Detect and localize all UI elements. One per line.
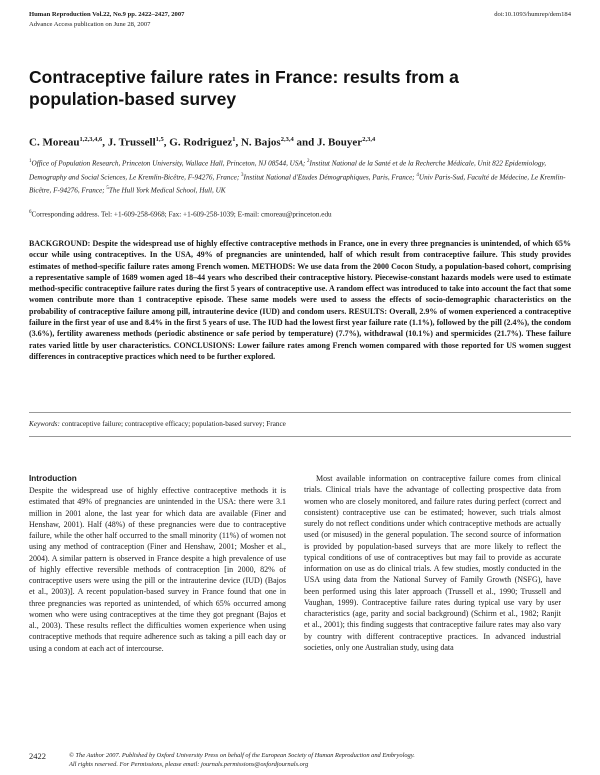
keywords-label: Keywords: (29, 420, 60, 428)
keywords-text: contraceptive failure; contraceptive efficacy; population-based survey; France (61, 420, 286, 428)
body-column-left (29, 473, 286, 654)
copyright-notice (69, 751, 569, 770)
author-affiliation-marker: 1 (232, 136, 236, 143)
correspondence-text: Corresponding address. Tel: +1-609-258-6968; Fax: +1-609-258-1039; E-mail: cmoreau@princeton.edu (31, 210, 332, 219)
correspondence (29, 208, 569, 219)
body-column-right (304, 473, 561, 653)
affiliation-text: Univ Paris-Sud, Faculté de Médecine, Le Kremlin-Bicêtre, F-94276, France; (29, 172, 566, 195)
journal-citation: Human Reproduction Vol.22, No.9 pp. 2422–2427, 2007 (29, 11, 185, 18)
journal-header (29, 10, 184, 30)
affiliations (29, 156, 569, 197)
affiliation-marker: 3 (241, 172, 244, 178)
page-number: 2422 (29, 751, 46, 761)
affiliation-text: The Hull York Medical School, Hull, UK (108, 186, 226, 195)
author-name: G. Rodriguez (169, 136, 233, 149)
divider (29, 412, 571, 413)
author-list: C. Moreau$^{1,2,3,4,6}$, J. Trussell$^{1,5}$, G. Rodriguez$^1$, N. Bajos$^{2,3,4}$ and J. Bouyer$^{2,3,4}$ (29, 136, 376, 149)
affiliation-marker: 5 (106, 186, 109, 192)
author-affiliation-marker: 1,2,3,4,6 (79, 136, 103, 143)
divider (29, 436, 571, 437)
affiliation-marker: 4 (416, 172, 419, 178)
affiliation-text: Institut National de la Santé et de la Recherche Médicale, Unit 822 Epidemiology, Demography and Social Sciences, Le Kremlin-Bicêtre, F-94276, France; (29, 159, 547, 181)
body-paragraph: Despite the widespread use of highly effective contraceptive methods it is estimated that 49% of pregnancies are unintended in the USA: there were 3.1 million in 2001 alone, the last year for which data are available (Finer and Henshaw, 2001). Half (48%) of these pregnancies were due to contraceptive failure, while the other half occurred to the small minority (11%) of women not using any method of contraception (Finer and Henshaw, 2001; Mosher et al., 2004). A similar pattern is observed in France despite a high prevalence of use of highly effective reversible methods of contraception [in 2000, 82% of contraceptive users were using the pill or the intrauterine device (IUD) (Bajos et al., 2003)]. A recent population-based survey in France found that one in three pregnancies was reported as unintended, of which 65% occurred among women who were using contraceptives at the time they got pregnant (Bajos et al., 2003). These results reflect the difficulties women experience when using contraceptive methods that require adherence such as taking a pill each day or using a condom at each act of intercourse. (29, 486, 286, 653)
advance-access-note: Advance Access publication on June 28, 2007 (29, 21, 151, 28)
author-affiliation-marker: 2,3,4 (280, 136, 294, 143)
article-title: Contraceptive failure rates in France: results from a population-based survey (29, 67, 459, 109)
affiliation-marker: 2 (307, 159, 310, 164)
author-name: J. Trussell (107, 136, 156, 149)
correspondence-marker: 6 (29, 210, 32, 215)
author-affiliation-marker: 1,5 (155, 136, 164, 143)
section-heading-introduction: Introduction (29, 474, 77, 483)
affiliation-marker: 1 (29, 159, 32, 164)
affiliation-text: Institut National d'Etudes Démographiques, Paris, France; (243, 172, 417, 181)
abstract: BACKGROUND: Despite the widespread use of highly effective contraceptive methods in France, one in every three pregnancies is unintended, of which 65% occur while using contraceptives. In the USA, 49% of pregnancies are unintended, half of which result from contraceptive failure. This study provides estimates of method-specific failure rates among French women. METHODS: We use data from the 2000 Cocon Study, a population-based cohort, comprising a representative sample of 1689 women aged 18–44 years who described their contraceptive history. Piecewise-constant hazards models were used to estimate method-specific contraceptive failure rates during the first 5 years of contraceptive use. A random effect was introduced to take into account the fact that some women contribute more than 1 contraceptive episode. These same models were used to assess the effects of socio-demographic characteristics on the probability of contraceptive failure among pill, intrauterine device (IUD) and condom users. RESULTS: Overall, 2.9% of women experienced a contraceptive failure in the first year of use and 8.4% in the first 5 years of use. The IUD had the lowest first year failure rate (1.1%), followed by the pill (2.4%), the condom (3.6%), fertility awareness methods (periodic abstinence or safe period by temperature) (7.7%), withdrawal (10.1%) and spermicides (21.7%). These failure rates varied little by user characteristics. CONCLUSIONS: Lower failure rates among French women compared with those reported for US women suggest differences in contraceptive practices which need to be further explored. (29, 239, 571, 361)
author-name: N. Bajos (240, 136, 281, 149)
permissions-line: All rights reserved. For Permissions, please email: journals.permissions@oxfordjournals.org (69, 761, 309, 769)
author-affiliation-marker: 2,3,4 (362, 136, 376, 143)
doi-label: doi:10.1093/humrep/dem184 (494, 11, 571, 18)
article-page (29, 0, 571, 775)
keywords (29, 420, 286, 428)
affiliation-text: Office of Population Research, Princeton University, Wallace Hall, Princeton, NJ 08544, USA; (31, 159, 308, 168)
author-name: C. Moreau (29, 136, 80, 149)
copyright-line: © The Author 2007. Published by Oxford University Press on behalf of the European Society of Human Reproduction and Embryology. (69, 752, 415, 759)
author-name: J. Bouyer (316, 136, 363, 149)
body-paragraph: Most available information on contraceptive failure comes from clinical trials. Clinical trials have the advantage of collecting prospective data from women who are closely monitored, and failure rates during perfect (correct and consistent) contraceptive use can be estimated; however, such trials almost surely do not reflect conditions under which contraceptive methods are actually used (or misused) in the general population. The second source of information is provided by population-based surveys that are more likely to reflect the typical conditions of use of contraceptives but may fail to provide as accurate information on use as do clinical trials. A few studies, mostly conducted in the USA using data from the National Survey of Family Growth (NSFG), have been performed using this later approach (Trussell et al., 1990; Trussell and Vaughan, 1999). Contraceptive failure rates during typical use vary by user characteristics (age, parity and social background) (Schirm et al., 1982; Ranjit et al., 2001); this finding suggests that contraceptive failure rates may also vary by country with different contraceptive practices. In advanced industrial societies, only one Australian study, using data (304, 474, 561, 652)
